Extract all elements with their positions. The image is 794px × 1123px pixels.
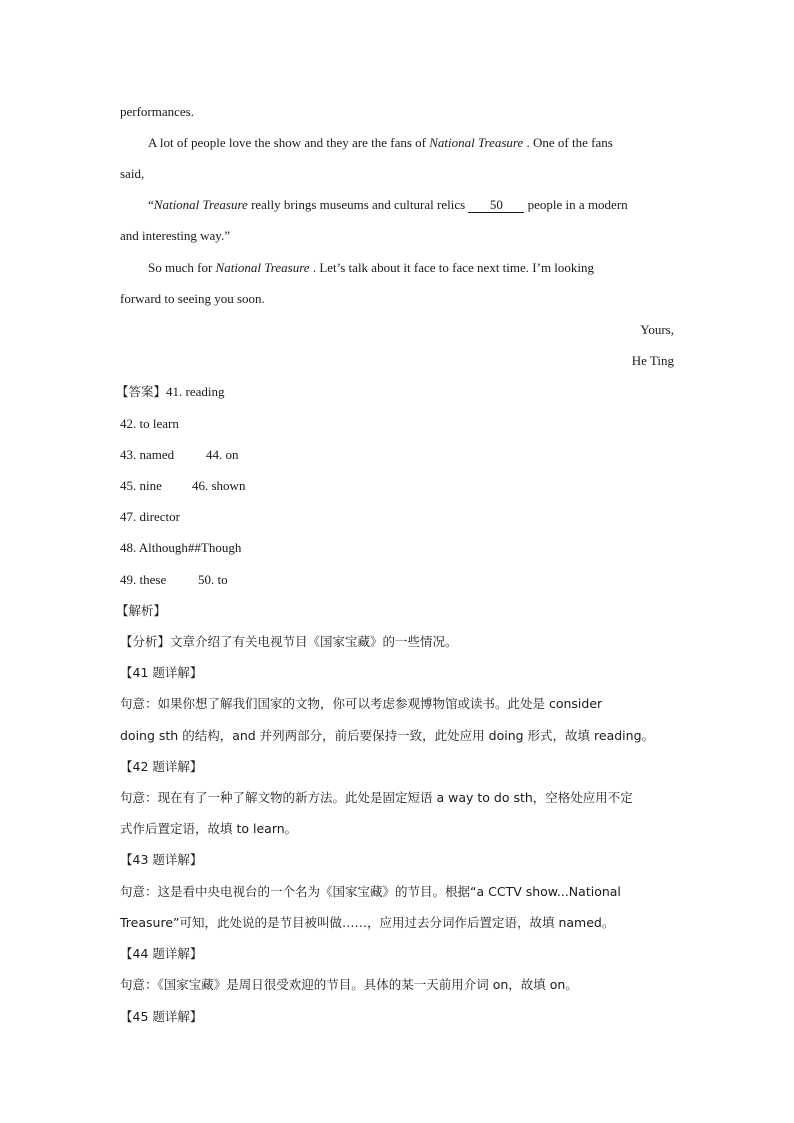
answer-42: 42. to learn: [120, 416, 179, 431]
text-span: So much for: [148, 260, 216, 275]
detail-42-line-1: 句意：现在有了一种了解文物的新方法。此处是固定短语 a way to do sth，空格处应用不定: [120, 790, 633, 805]
blank-50: 50: [468, 198, 524, 213]
text-span: “: [148, 197, 154, 212]
detail-42-line-2: 式作后置定语，故填 to learn。: [120, 821, 298, 836]
heading-45: 【45 题详解】: [120, 1009, 203, 1024]
answer-44: 44. on: [206, 447, 239, 462]
passage-line-3: [120, 165, 144, 183]
detail-41-line-2: doing sth 的结构，and 并列两部分，前后要保持一致，此处应用 doing 形式，故填 reading。: [120, 728, 654, 743]
heading-43: 【43 题详解】: [120, 852, 203, 867]
passage-line-2: [148, 134, 613, 152]
letter-closing: Yours,: [640, 322, 674, 337]
text-span: people in a modern: [524, 197, 628, 212]
analysis-summary: 【分析】文章介绍了有关电视节目《国家宝藏》的一些情况。: [120, 634, 458, 649]
passage-line-6: [148, 259, 594, 277]
analysis-label: 【解析】: [116, 603, 167, 618]
answer-47: 47. director: [120, 509, 180, 524]
text-span: and interesting way.”: [120, 228, 230, 243]
heading-42: 【42 题详解】: [120, 759, 203, 774]
answer-43: 43. named: [120, 447, 175, 462]
passage-line-5: [120, 227, 230, 245]
passage-line-1: [120, 103, 194, 121]
answer-45: 45. nine: [120, 478, 162, 493]
show-title: National Treasure: [153, 197, 248, 212]
text-span: performances.: [120, 104, 194, 119]
answer-48: 48. Although##Though: [120, 540, 242, 555]
answer-46: 46. shown: [192, 478, 246, 493]
show-title: National Treasure: [429, 135, 524, 150]
passage-line-4: [148, 196, 628, 214]
text-span: said,: [120, 166, 145, 181]
answer-49: 49. these: [120, 572, 167, 587]
detail-44-line-1: 句意：《国家宝藏》是周日很受欢迎的节目。具体的某一天前用介词 on，故填 on。: [120, 977, 578, 992]
text-span: . One of the fans: [523, 135, 613, 150]
text-span: really brings museums and cultural relics: [247, 197, 469, 212]
heading-44: 【44 题详解】: [120, 946, 203, 961]
show-title: National Treasure: [215, 260, 310, 275]
text-span: forward to seeing you soon.: [120, 291, 265, 306]
passage-line-7: [120, 290, 265, 308]
letter-signature: He Ting: [631, 353, 674, 368]
detail-43-line-2: Treasure”可知，此处说的是节目被叫做……，应用过去分词作后置定语，故填 named。: [120, 915, 615, 930]
answer-label: 【答案】: [116, 384, 167, 399]
answers-row: [116, 383, 225, 401]
detail-41-line-1: 句意：如果你想了解我们国家的文物，你可以考虑参观博物馆或读书。此处是 consider: [120, 696, 603, 711]
text-span: . Let’s talk about it face to face next time. I’m looking: [309, 260, 595, 275]
text-span: A lot of people love the show and they are the fans of: [148, 135, 430, 150]
heading-41: 【41 题详解】: [120, 665, 203, 680]
answer-50: 50. to: [198, 572, 228, 587]
answer-41: 41. reading: [166, 384, 225, 399]
detail-43-line-1: 句意：这是看中央电视台的一个名为《国家宝藏》的节目。根据“a CCTV show...National: [120, 884, 621, 899]
